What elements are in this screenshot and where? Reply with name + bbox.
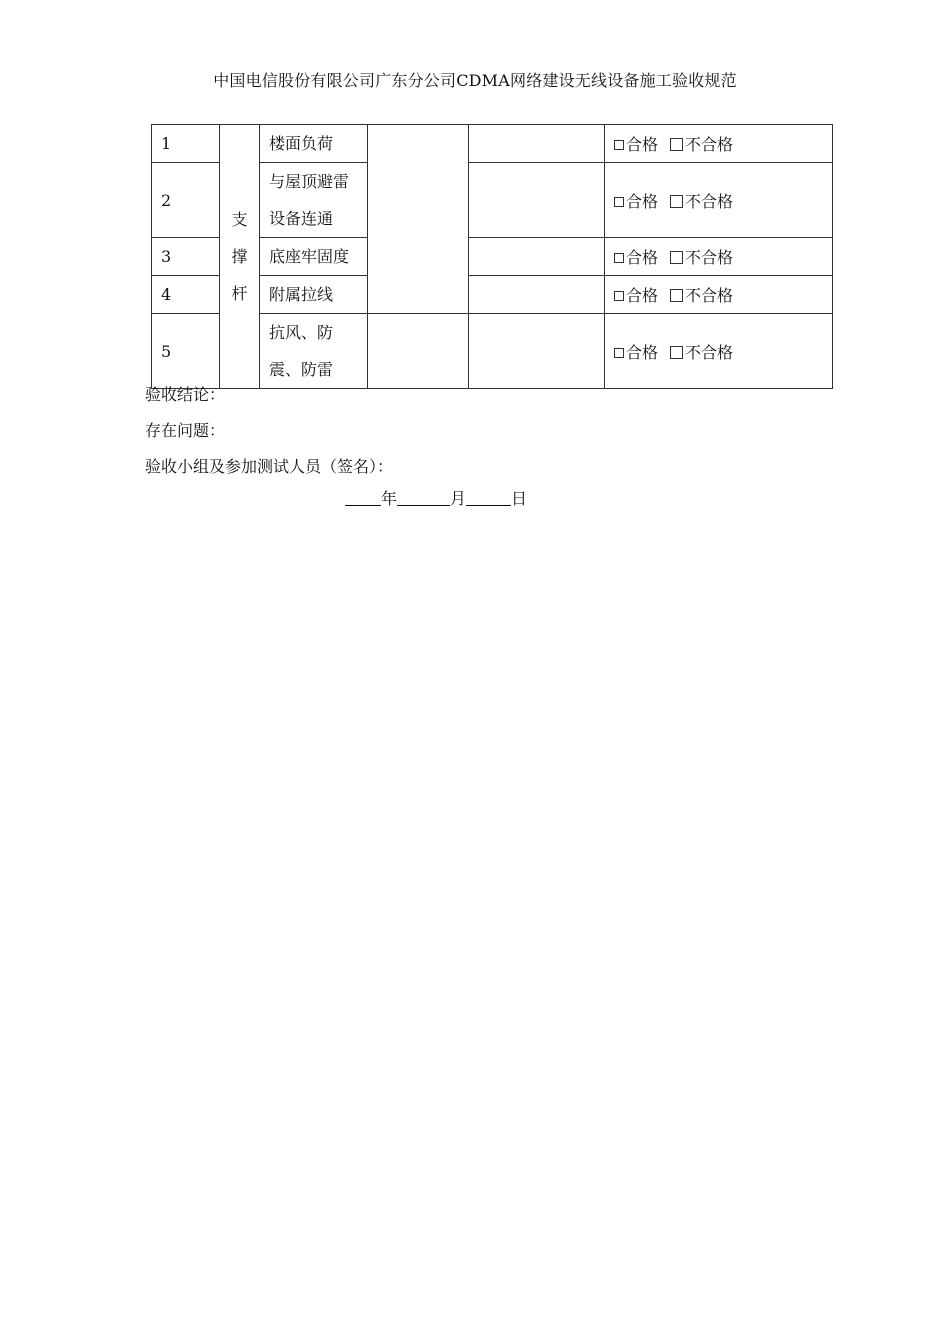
result-cell — [605, 125, 833, 163]
result-cell — [605, 238, 833, 276]
fail-checkbox[interactable] — [670, 346, 683, 359]
pass-label: 合格 — [626, 191, 659, 211]
year-label: 年 — [381, 489, 398, 508]
record-cell[interactable] — [469, 276, 605, 314]
pass-checkbox[interactable] — [614, 253, 624, 263]
fail-label: 不合格 — [685, 191, 734, 211]
record-cell[interactable] — [469, 314, 605, 389]
pass-checkbox[interactable] — [614, 140, 624, 150]
record-cell[interactable] — [469, 163, 605, 238]
pass-checkbox[interactable] — [614, 348, 624, 358]
table-row — [152, 125, 833, 163]
fail-label: 不合格 — [685, 135, 734, 154]
pass-checkbox[interactable] — [614, 197, 624, 207]
check-item: 抗风、防震、防雷 — [260, 314, 368, 389]
fail-label: 不合格 — [685, 342, 734, 362]
conclusion-label: 验收结论： — [145, 385, 226, 404]
pass-label: 合格 — [626, 286, 659, 305]
issues-label: 存在问题： — [145, 421, 226, 440]
pass-checkbox[interactable] — [614, 291, 624, 301]
row-number: 3 — [152, 238, 220, 276]
date-line — [345, 486, 527, 509]
result-cell — [605, 314, 833, 389]
page-header: 中国电信股份有限公司广东分公司CDMA网络建设无线设备施工验收规范 — [213, 71, 737, 90]
category-label: 支撑杆 — [231, 210, 248, 303]
month-blank[interactable] — [397, 491, 450, 506]
result-cell — [605, 163, 833, 238]
result-cell — [605, 276, 833, 314]
pass-label: 合格 — [626, 248, 659, 267]
record-cell[interactable] — [469, 125, 605, 163]
day-label: 日 — [511, 489, 528, 508]
year-blank[interactable] — [345, 491, 381, 506]
category-cell — [220, 125, 260, 389]
day-blank[interactable] — [466, 491, 511, 506]
standard-cell — [368, 314, 469, 389]
row-number: 4 — [152, 276, 220, 314]
row-number: 5 — [152, 314, 220, 389]
fail-checkbox[interactable] — [670, 138, 683, 151]
check-item: 与屋顶避雷设备连通 — [260, 163, 368, 238]
row-number: 1 — [152, 125, 220, 163]
pass-label: 合格 — [626, 135, 659, 154]
row-number: 2 — [152, 163, 220, 238]
fail-label: 不合格 — [685, 286, 734, 305]
standard-cell — [368, 125, 469, 314]
fail-checkbox[interactable] — [670, 289, 683, 302]
record-cell[interactable] — [469, 238, 605, 276]
check-item: 楼面负荷 — [260, 125, 368, 163]
acceptance-table — [151, 124, 833, 389]
month-label: 月 — [450, 489, 467, 508]
check-item: 底座牢固度 — [260, 238, 368, 276]
fail-checkbox[interactable] — [670, 195, 683, 208]
pass-label: 合格 — [626, 342, 659, 362]
signers-label: 验收小组及参加测试人员（签名）： — [145, 457, 394, 476]
check-item: 附属拉线 — [260, 276, 368, 314]
fail-checkbox[interactable] — [670, 251, 683, 264]
fail-label: 不合格 — [685, 248, 734, 267]
